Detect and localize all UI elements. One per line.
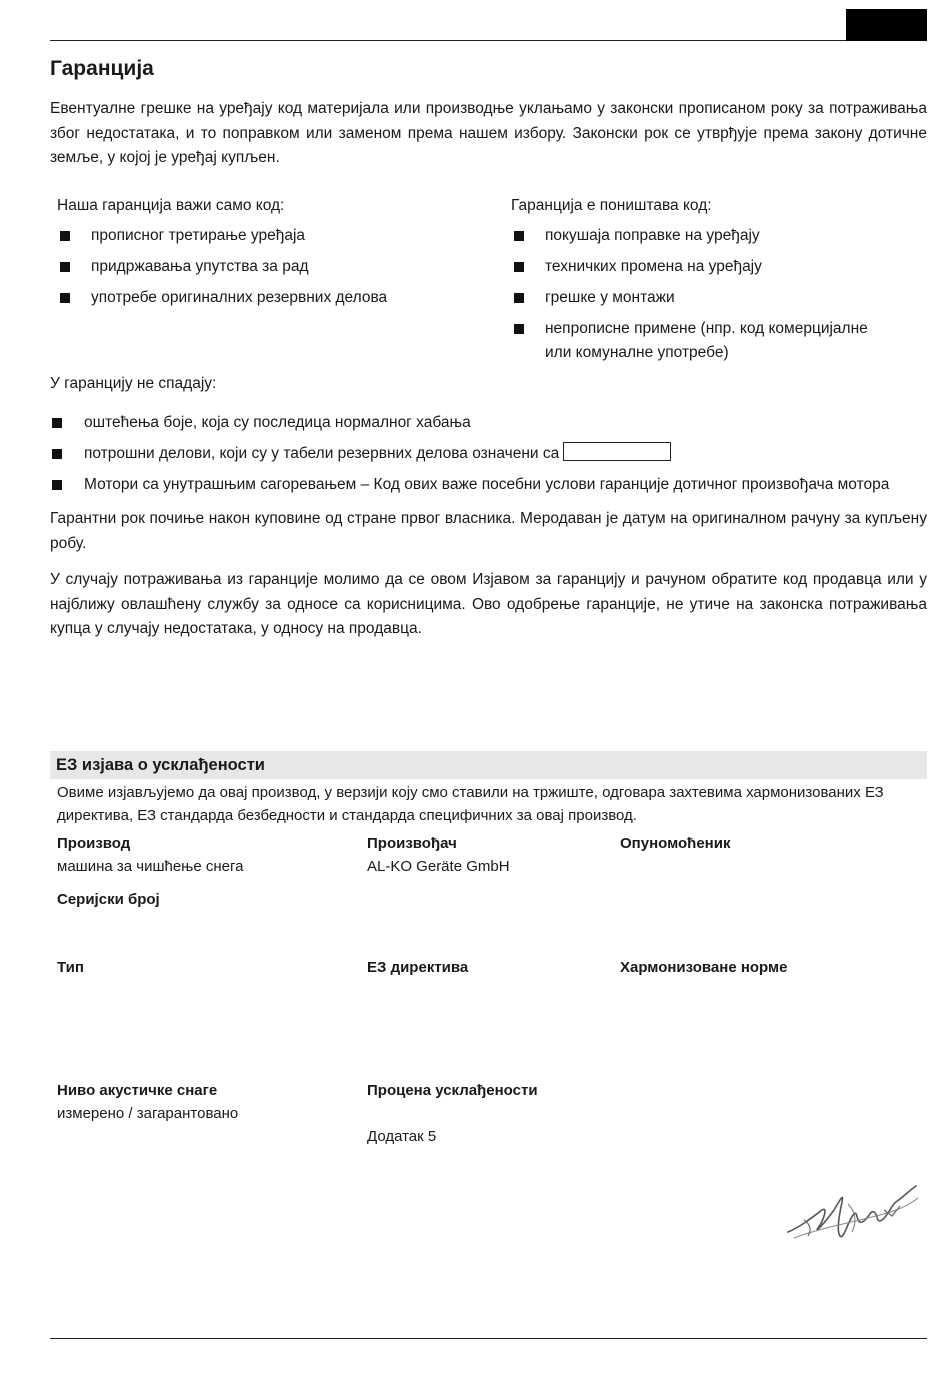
warranty-section [50,55,927,642]
manufacturer-field [367,832,510,878]
excluded-heading: У гаранцију не спадају: [50,374,217,392]
footer-rule [50,1338,927,1339]
list-item: непрописне примене (нпр. код комерцијалне или комуналне употребе) [511,317,927,365]
list-item: оштећења боје, која су последица нормалног хабања [50,411,927,435]
warranty-intro: Евентуалне грешке на уређају код материјала или производње уклањамо у законски прописаном року за потраживања због недостатака, и то поправком или заменом према нашем избору. Законски рок се утврђује према закону дотичне земље, у којој је уређај купљен. [50,100,927,166]
sound-power-value: измерено / загарантовано [57,1105,239,1122]
product-field [57,832,243,878]
list-item: грешке у монтажи [511,286,927,310]
list-item: Мотори са унутрашњим сагоревањем – Код ових важе посебни услови гаранције дотичног произвођача мотора [50,473,927,497]
square-bullet-icon [60,293,70,303]
header-rule [50,40,846,41]
warranty-conditions [50,194,927,372]
serial-label: Серијски број [57,891,160,908]
signature-icon [784,1180,920,1246]
page-corner-block [846,9,927,41]
list-item: употребе оригиналних резервних делова [57,286,497,310]
square-bullet-icon [52,480,62,490]
void-conditions [511,194,927,372]
square-bullet-icon [514,231,524,241]
warranty-title: Гаранција [50,57,154,80]
square-bullet-icon [52,418,62,428]
assessment-label: Процена усклађености [367,1082,538,1099]
representative-label: Опуномоћеник [620,835,731,852]
ec-declaration [50,751,927,827]
type-label: Тип [57,959,84,976]
manufacturer-value: AL-KO Geräte GmbH [367,858,510,875]
product-label: Производ [57,835,131,852]
sound-power-label: Ниво акустичке снаге [57,1082,218,1099]
void-heading: Гаранција е поништава код: [511,196,712,214]
list-item: техничких промена на уређају [511,255,927,279]
square-bullet-icon [60,262,70,272]
norms-field [620,956,787,979]
representative-field [620,832,730,855]
warranty-period-text: Гарантни рок почиње након куповине од стране првог власника. Меродаван је датум на оригиналном рачуну за купљену робу. [50,510,927,552]
list-item: придржавања упутства за рад [57,255,497,279]
square-bullet-icon [514,293,524,303]
assessment-field [367,1079,538,1148]
manufacturer-label: Произвођач [367,835,457,852]
directive-label: ЕЗ директива [367,959,469,976]
square-bullet-icon [52,449,62,459]
valid-conditions [57,194,497,317]
valid-heading: Наша гаранција важи само код: [57,196,285,214]
norms-label: Хармонизоване норме [620,959,788,976]
assessment-value: Додатак 5 [367,1128,437,1145]
warranty-claims-text: У случају потраживања из гаранције молимо да се овом Изјавом за гаранцију и рачуном обратите код продавца или у најближу овлашћену службу за односе са корисницима. Ово одобрење гаранције, не утиче на законска потраживања купца у случају недостатака, у односу на продавца. [50,571,927,637]
wear-part-symbol-box [563,442,671,461]
directive-field [367,956,468,979]
list-item: потрошни делови, који су у табели резервних делова означени са [50,442,927,466]
square-bullet-icon [514,324,524,334]
declaration-title: ЕЗ изјава о усклађености [50,751,927,779]
list-item: покушаја поправке на уређају [511,224,927,248]
serial-field [57,888,160,911]
list-item: прописног третирање уређаја [57,224,497,248]
square-bullet-icon [60,231,70,241]
declaration-text: Овиме изјављујемо да овај производ, у верзији коју смо ставили на тржиште, одговара захтевима хармонизованих ЕЗ директива, ЕЗ стандарда безбедности и стандарда специфичних за овај производ. [57,784,884,824]
square-bullet-icon [514,262,524,272]
product-value: машина за чишћење снега [57,858,244,875]
excluded-list [50,411,927,497]
type-field [57,956,84,979]
sound-power-field [57,1079,238,1125]
